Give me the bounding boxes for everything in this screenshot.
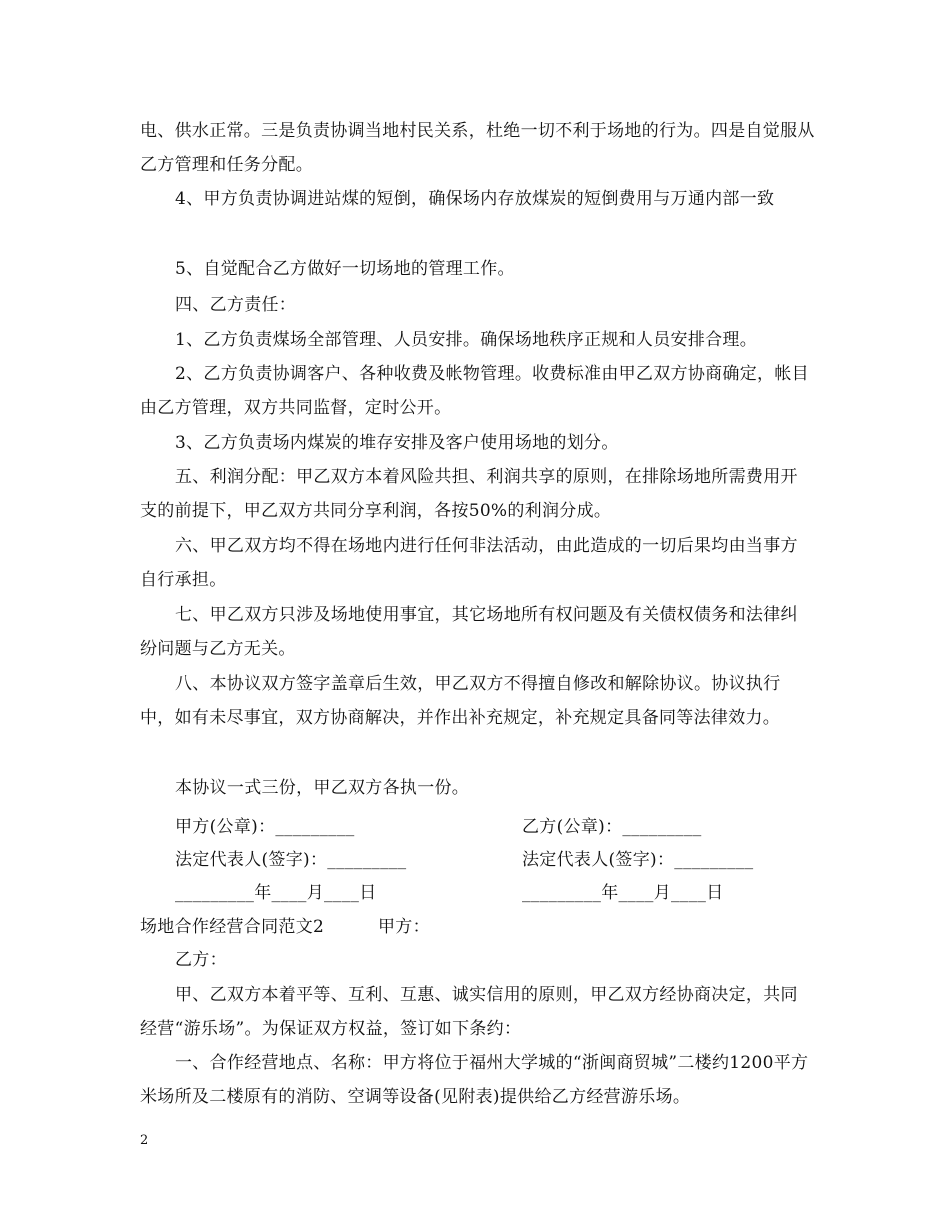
paragraph-item-5: 5、自觉配合乙方做好一切场地的管理工作。 xyxy=(175,259,515,279)
paragraph-item-4: 4、甲方负责协调进站煤的短倒，确保场内存放煤炭的短倒费用与万通内部一致 xyxy=(175,189,775,209)
paragraph-clause-7: 七、甲乙双方只涉及场地使用事宜，其它场地所有权问题及有关债权债务和法律纠纷问题与乙方无关。 xyxy=(140,605,798,659)
signature-party-b-representative: 法定代表人(签字)：_________ xyxy=(522,850,754,870)
signature-party-b-seal: 乙方(公章)：_________ xyxy=(522,817,702,837)
signature-party-a-representative: 法定代表人(签字)：_________ xyxy=(175,850,407,870)
signature-party-a-date: _________年____月____日 xyxy=(175,883,377,903)
paragraph-party-b-item-2: 2、乙方负责协调客户、各种收费及帐物管理。收费标准由甲乙双方协商确定，帐目由乙方管理，双方共同监督，定时公开。 xyxy=(140,364,809,418)
paragraph-party-b-item-1: 1、乙方负责煤场全部管理、人员安排。确保场地秩序正规和人员安排合理。 xyxy=(175,330,758,350)
paragraph-copies: 本协议一式三份，甲乙双方各执一份。 xyxy=(175,778,470,798)
paragraph-clause-8: 八、本协议双方签字盖章后生效，甲乙双方不得擅自修改和解除协议。协议执行中，如有未尽事宜，双方协商解决，并作出补充规定，补充规定具备同等法律效力。 xyxy=(140,674,781,728)
paragraph-clause-6: 六、甲乙双方均不得在场地内进行任何非法活动，由此造成的一切后果均由当事方自行承担。 xyxy=(140,536,798,590)
contract-2-party-a-label: 甲方： xyxy=(378,917,430,937)
paragraph-profit-distribution: 五、利润分配：甲乙双方本着风险共担、利润共享的原则，在排除场地所需费用开支的前提下，甲乙双方共同分享利润，各按50%的利润分成。 xyxy=(140,467,798,521)
signature-party-b-date: _________年____月____日 xyxy=(522,883,724,903)
signature-party-a-seal: 甲方(公章)：_________ xyxy=(175,817,355,837)
contract-2-title: 场地合作经营合同范文2 xyxy=(140,917,325,937)
page-number: 2 xyxy=(140,1133,149,1148)
contract-2-clause-1: 一、合作经营地点、名称：甲方将位于福州大学城的“浙闽商贸城”二楼约1200平方米场所及二楼原有的消防、空调等设备(见附表)提供给乙方经营游乐场。 xyxy=(140,1053,809,1107)
paragraph-party-b-item-3: 3、乙方负责场内煤炭的堆存安排及客户使用场地的划分。 xyxy=(175,433,619,453)
paragraph-continuation: 电、供水正常。三是负责协调当地村民关系，杜绝一切不利于场地的行为。四是自觉服从乙方管理和任务分配。 xyxy=(140,121,815,175)
section-heading-party-b-duties: 四、乙方责任： xyxy=(175,295,297,315)
contract-2-party-b-label: 乙方： xyxy=(175,950,227,970)
contract-2-preamble: 甲、乙双方本着平等、互利、互惠、诚实信用的原则，甲乙双方经协商决定，共同经营“游乐场”。为保证双方权益，签订如下条约： xyxy=(140,985,798,1039)
